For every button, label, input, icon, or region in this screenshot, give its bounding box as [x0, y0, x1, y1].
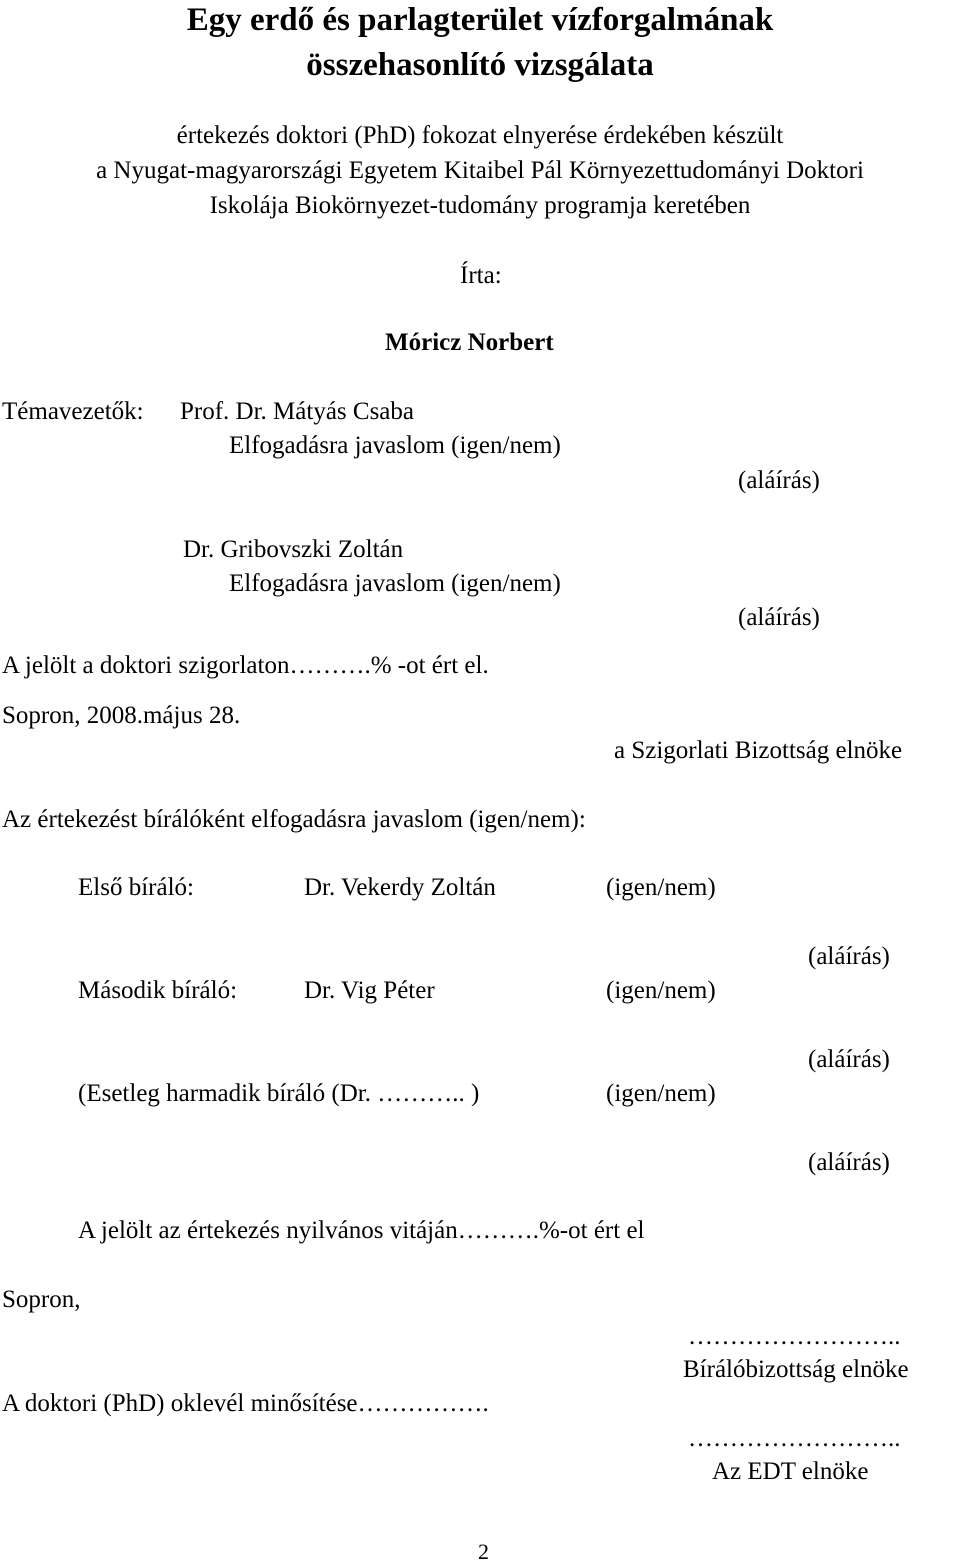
edt-chair-label: Az EDT elnöke	[712, 1458, 869, 1485]
document-title-line-1: Egy erdő és parlagterület vízforgalmának	[186, 2, 774, 38]
exam-place-date: Sopron, 2008.május 28.	[2, 702, 241, 729]
reviewer-1-choice: (igen/nem)	[606, 874, 716, 901]
reviewer-1-signature: (aláírás)	[808, 943, 890, 970]
supervisor-1-signature: (aláírás)	[738, 467, 820, 494]
exam-result: A jelölt a doktori szigorlaton……….% -ot ért el.	[2, 652, 489, 679]
subtitle-line-3: Iskolája Biokörnyezet-tudomány programja keretében	[209, 192, 751, 219]
reviewer-2-choice: (igen/nem)	[606, 977, 716, 1004]
document-title-line-2: összehasonlító vizsgálata	[306, 47, 654, 83]
subtitle-line-1: értekezés doktori (PhD) fokozat elnyerése érdekében készült	[176, 122, 784, 149]
degree-grade: A doktori (PhD) oklevél minősítése…………….	[2, 1390, 489, 1417]
exam-committee-chair: a Szigorlati Bizottság elnöke	[614, 737, 903, 764]
reviewer-2-name: Dr. Vig Péter	[304, 977, 435, 1004]
committee-chair-label: Bírálóbizottság elnöke	[683, 1356, 909, 1383]
supervisor-2-recommendation: Elfogadásra javaslom (igen/nem)	[229, 570, 561, 597]
reviewer-2-label: Második bíráló:	[78, 977, 238, 1004]
supervisor-2-signature: (aláírás)	[738, 604, 820, 631]
supervisors-label: Témavezetők:	[2, 398, 144, 425]
page-number: 2	[478, 1539, 489, 1564]
supervisor-1-recommendation: Elfogadásra javaslom (igen/nem)	[229, 432, 561, 459]
subtitle-line-2: a Nyugat-magyarországi Egyetem Kitaibel Pál Környezettudományi Doktori	[96, 157, 864, 184]
reviewer-1-name: Dr. Vekerdy Zoltán	[304, 874, 496, 901]
reviewer-3-signature: (aláírás)	[808, 1149, 890, 1176]
reviewers-intro: Az értekezést bírálóként elfogadásra javaslom (igen/nem):	[2, 806, 586, 833]
reviewer-3-choice: (igen/nem)	[606, 1080, 716, 1107]
reviewer-3-line: (Esetleg harmadik bíráló (Dr. ……….. )	[78, 1080, 480, 1107]
supervisor-1-name: Prof. Dr. Mátyás Csaba	[180, 398, 414, 425]
committee-chair-dots: ……………………..	[688, 1323, 901, 1350]
reviewer-2-signature: (aláírás)	[808, 1046, 890, 1073]
defense-result: A jelölt az értekezés nyilvános vitáján……….%-ot ért el	[78, 1217, 645, 1244]
edt-chair-dots: ……………………..	[688, 1425, 901, 1452]
supervisor-2-name: Dr. Gribovszki Zoltán	[183, 536, 404, 563]
defense-place: Sopron,	[2, 1286, 81, 1313]
author-label: Írta:	[460, 262, 502, 289]
author-name: Móricz Norbert	[385, 329, 554, 356]
reviewer-1-label: Első bíráló:	[78, 874, 194, 901]
